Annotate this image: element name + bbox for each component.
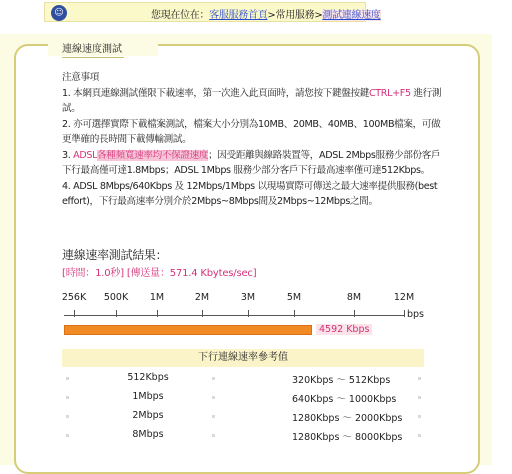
reference-table <box>62 369 424 445</box>
table-dot <box>418 415 421 418</box>
breadcrumb <box>151 6 381 21</box>
scale-tick-label: 500K <box>103 292 129 303</box>
breadcrumb-prefix: 您現在位在： <box>151 10 210 21</box>
table-dot <box>418 396 421 399</box>
plan-speed: 8Mbps <box>132 429 164 440</box>
breadcrumb-separator: > <box>314 10 323 21</box>
speed-range: 1280Kbps ～ 2000Kbps <box>292 413 403 424</box>
table-dot <box>418 434 421 437</box>
table-dot <box>212 377 215 380</box>
scale-tick <box>116 310 117 317</box>
key-hint: CTRL+F5 <box>368 87 411 99</box>
notes-heading: 注意事項 <box>62 72 99 83</box>
note-item-4: 4. ADSL 8Mbps/640Kbps 及 12Mbps/1Mbps 以現場實際可傳送之最大速率提供服務(best effort)，下行最高速率分別介於2Mbps~8Mbps間及2Mbps~12Mbps之間。 <box>62 180 438 207</box>
note-text: 3. <box>62 149 74 161</box>
highlight-warning: 各種頻寬速率均不保證速度 <box>97 149 209 161</box>
note-text: 1. 本網頁連線測試僅限下載速率，第一次進入此頁面時，請您按下鍵盤按鍵 <box>62 87 369 99</box>
table-dot <box>66 396 69 399</box>
scale-tick <box>404 310 405 317</box>
reference-row <box>62 407 424 426</box>
speed-bar-fill <box>64 325 312 335</box>
result-title: 連線速率測試結果： <box>62 248 168 262</box>
scale-tick-label: 8M <box>346 292 362 303</box>
reference-header: 下行連線速率參考值 <box>62 349 424 367</box>
breadcrumb-bar <box>44 2 381 22</box>
breadcrumb-current-link[interactable]: 測試連線速度 <box>322 10 381 21</box>
brand-logo-icon: ☺ <box>51 5 67 21</box>
reference-row <box>62 388 424 407</box>
scale-tick-label: 5M <box>286 292 302 303</box>
plan-speed: 1Mbps <box>132 391 164 402</box>
speed-scale <box>61 292 425 352</box>
breadcrumb-home-link[interactable]: 客服服務首頁 <box>209 10 268 21</box>
breadcrumb-section: 常用服務 <box>275 10 315 21</box>
note-item-3 <box>62 148 442 179</box>
speed-range: 1280Kbps ～ 8000Kbps <box>292 432 403 443</box>
scale-tick-label: 3M <box>240 292 256 303</box>
plan-speed: 2Mbps <box>132 410 164 421</box>
scale-tick-label: 12M <box>393 292 415 303</box>
scale-tick <box>157 310 158 317</box>
scale-tick <box>248 310 249 317</box>
table-dot <box>66 377 69 380</box>
scale-tick-label: 2M <box>194 292 210 303</box>
scale-tick <box>354 310 355 317</box>
table-dot <box>212 415 215 418</box>
scale-tick <box>74 310 75 317</box>
speed-range: 320Kbps ～ 512Kbps <box>292 375 391 386</box>
result-summary: [時間：1.0秒] [傳送量：571.4 Kbytes/sec] <box>62 268 257 279</box>
breadcrumb-separator: > <box>267 10 276 21</box>
scale-tick-label: 1M <box>149 292 165 303</box>
adsl-link[interactable]: ADSL <box>73 149 98 161</box>
panel-title: 連線速度測試 <box>62 40 124 58</box>
scale-axis <box>64 315 404 316</box>
plan-speed: 512Kbps <box>127 372 169 383</box>
note-item-2: 2. 亦可選擇實際下載檔案測試，檔案大小分別為10MB、20MB、40MB、100MB檔案，可做更準確的長時間下載傳輸測試。 <box>62 118 441 145</box>
note-text: 進行測試。 <box>62 87 442 114</box>
table-dot <box>212 396 215 399</box>
scale-tick-label: 256K <box>61 292 87 303</box>
scale-tick <box>294 310 295 317</box>
table-dot <box>66 415 69 418</box>
scale-tick <box>202 310 203 317</box>
speed-bar-value: 4592 Kbps <box>316 324 372 335</box>
notes-section <box>62 70 442 210</box>
reference-row <box>62 426 424 445</box>
scale-unit: bps <box>407 309 425 320</box>
speed-range: 640Kbps ～ 1000Kbps <box>292 394 397 405</box>
note-text: ；因受距離與線路裝置等，ADSL 2Mbps服務少部份客戶下行最高僅可達1.8Mbps；ADSL 1Mbps 服務少部分客戶下行最高速率僅可達512Kbps。 <box>62 149 441 176</box>
table-dot <box>212 434 215 437</box>
table-dot <box>418 377 421 380</box>
reference-row <box>62 369 424 388</box>
note-item-1 <box>62 86 442 117</box>
table-dot <box>66 434 69 437</box>
